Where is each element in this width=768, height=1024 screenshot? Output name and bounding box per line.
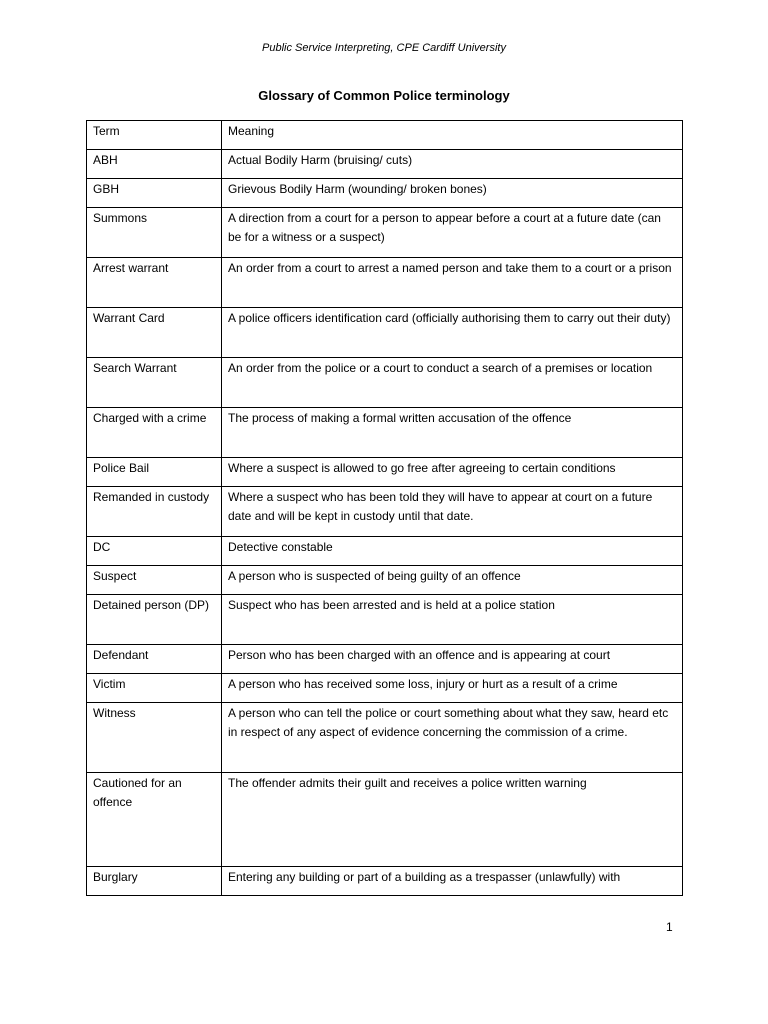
table-row bbox=[87, 867, 683, 896]
table-row bbox=[87, 674, 683, 703]
table-row bbox=[87, 773, 683, 867]
table-row bbox=[87, 595, 683, 645]
term-cell: Search Warrant bbox=[87, 358, 222, 408]
table-row bbox=[87, 458, 683, 487]
table-row bbox=[87, 150, 683, 179]
term-cell: DC bbox=[87, 537, 222, 566]
term-cell: Warrant Card bbox=[87, 308, 222, 358]
term-cell: Detained person (DP) bbox=[87, 595, 222, 645]
meaning-cell: Where a suspect who has been told they will have to appear at court on a future date and will be kept in custody until that date. bbox=[222, 487, 683, 537]
meaning-cell: Detective constable bbox=[222, 537, 683, 566]
column-header-meaning: Meaning bbox=[222, 121, 683, 150]
term-cell: Burglary bbox=[87, 867, 222, 896]
table-row bbox=[87, 208, 683, 258]
meaning-cell: A person who has received some loss, injury or hurt as a result of a crime bbox=[222, 674, 683, 703]
meaning-cell: A direction from a court for a person to appear before a court at a future date (can be for a witness or a suspect) bbox=[222, 208, 683, 258]
table-row bbox=[87, 645, 683, 674]
page-number: 1 bbox=[666, 920, 673, 934]
table-row bbox=[87, 308, 683, 358]
meaning-cell: Entering any building or part of a building as a trespasser (unlawfully) with bbox=[222, 867, 683, 896]
term-cell: Suspect bbox=[87, 566, 222, 595]
term-cell: Victim bbox=[87, 674, 222, 703]
meaning-cell: Actual Bodily Harm (bruising/ cuts) bbox=[222, 150, 683, 179]
term-cell: Remanded in custody bbox=[87, 487, 222, 537]
meaning-cell: The process of making a formal written accusation of the offence bbox=[222, 408, 683, 458]
table-row bbox=[87, 703, 683, 773]
meaning-cell: An order from the police or a court to conduct a search of a premises or location bbox=[222, 358, 683, 408]
table-row bbox=[87, 258, 683, 308]
term-cell: Witness bbox=[87, 703, 222, 773]
meaning-cell: A person who is suspected of being guilty of an offence bbox=[222, 566, 683, 595]
running-header: Public Service Interpreting, CPE Cardiff University bbox=[262, 42, 506, 54]
meaning-cell: A police officers identification card (officially authorising them to carry out their duty) bbox=[222, 308, 683, 358]
column-header-term: Term bbox=[87, 121, 222, 150]
table-row bbox=[87, 179, 683, 208]
glossary-table bbox=[86, 120, 683, 896]
document-title: Glossary of Common Police terminology bbox=[258, 88, 510, 103]
meaning-cell: Where a suspect is allowed to go free after agreeing to certain conditions bbox=[222, 458, 683, 487]
table-row bbox=[87, 487, 683, 537]
meaning-cell: Person who has been charged with an offence and is appearing at court bbox=[222, 645, 683, 674]
term-cell: Arrest warrant bbox=[87, 258, 222, 308]
term-cell: Cautioned for an offence bbox=[87, 773, 222, 867]
table-row bbox=[87, 566, 683, 595]
term-cell: Police Bail bbox=[87, 458, 222, 487]
table-header-row bbox=[87, 121, 683, 150]
term-cell: ABH bbox=[87, 150, 222, 179]
term-cell: GBH bbox=[87, 179, 222, 208]
term-cell: Summons bbox=[87, 208, 222, 258]
meaning-cell: A person who can tell the police or court something about what they saw, heard etc in respect of any aspect of evidence concerning the commission of a crime. bbox=[222, 703, 683, 773]
table-row bbox=[87, 358, 683, 408]
meaning-cell: An order from a court to arrest a named person and take them to a court or a prison bbox=[222, 258, 683, 308]
table-row bbox=[87, 408, 683, 458]
table-row bbox=[87, 537, 683, 566]
term-cell: Defendant bbox=[87, 645, 222, 674]
meaning-cell: The offender admits their guilt and receives a police written warning bbox=[222, 773, 683, 867]
meaning-cell: Grievous Bodily Harm (wounding/ broken bones) bbox=[222, 179, 683, 208]
term-cell: Charged with a crime bbox=[87, 408, 222, 458]
meaning-cell: Suspect who has been arrested and is held at a police station bbox=[222, 595, 683, 645]
